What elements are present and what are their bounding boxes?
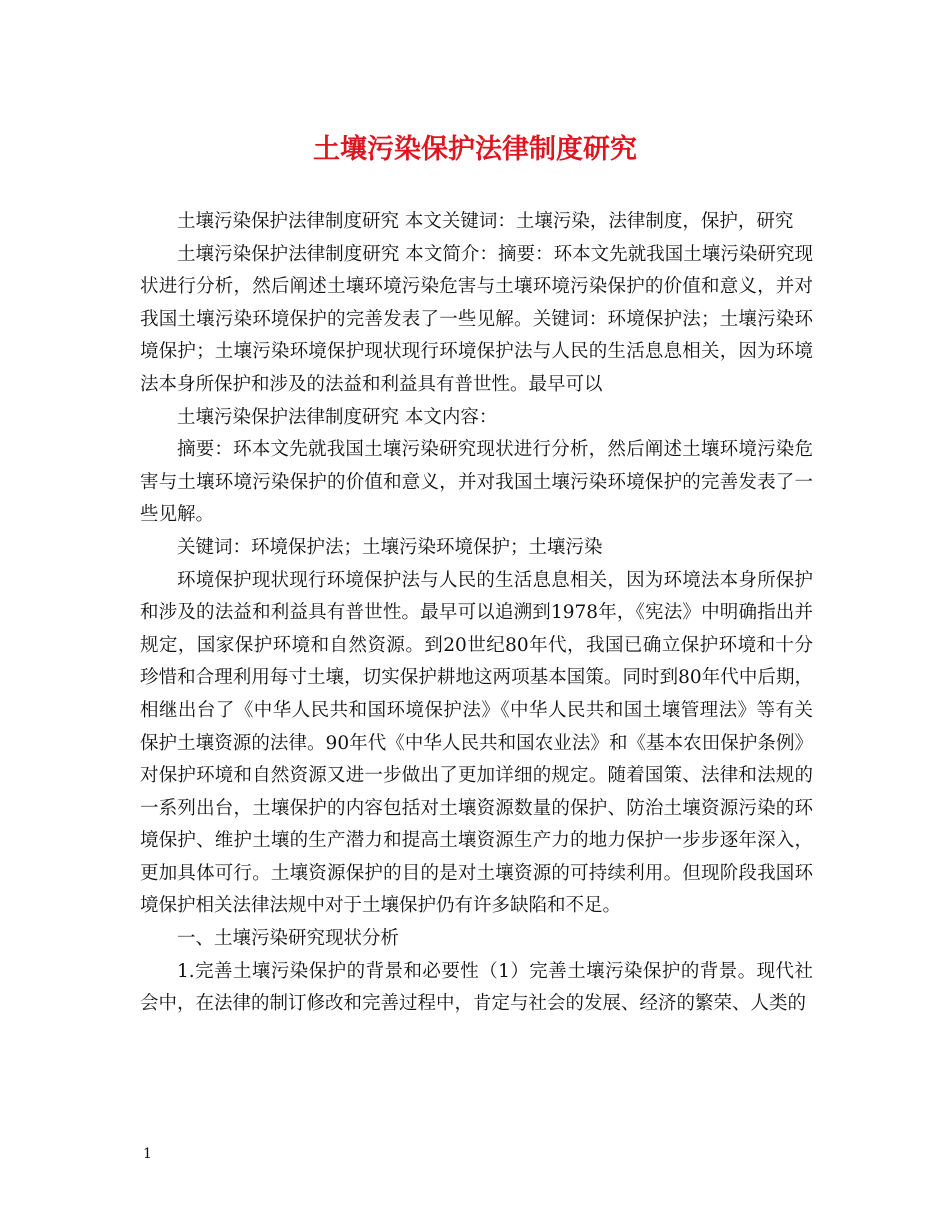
document-title: 土壤污染保护法律制度研究 — [313, 134, 637, 165]
keywords-line: 土壤污染保护法律制度研究 本文关键词：土壤污染，法律制度，保护，研究 — [177, 211, 794, 232]
body-paragraph: 1.完善土壤污染保护的背景和必要性（1）完善土壤污染保护的背景。现代社会中，在法律的制订修改和完善过程中，肯定与社会的发展、经济的繁荣、人类的 — [140, 960, 813, 1015]
keywords-paragraph: 关键词：环境保护法；土壤污染环境保护；土壤污染 — [177, 536, 603, 558]
abstract-paragraph: 摘要：环本文先就我国土壤污染研究现状进行分析，然后阐述土壤环境污染危害与土壤环境污染保护的价值和意义，并对我国土壤污染环境保护的完善发表了一些见解。 — [140, 439, 813, 526]
document-body — [140, 206, 813, 1021]
content-heading: 土壤污染保护法律制度研究 本文内容： — [177, 406, 498, 428]
page-number: 1 — [143, 1146, 152, 1162]
section-heading: 一、土壤污染研究现状分析 — [177, 928, 400, 950]
summary-paragraph: 土壤污染保护法律制度研究 本文简介：摘要：环本文先就我国土壤污染研究现状进行分析，然后阐述土壤环境污染危害与土壤环境污染保护的价值和意义，并对我国土壤污染环境保护的完善发表了一些见解。关键词：环境保护法；土壤污染环境保护；土壤污染环境保护现状现行环境保护法与人民的生活息息相关，因为环境法本身所保护和涉及的法益和利益具有普世性。最早可以 — [140, 243, 813, 395]
body-paragraph: 环境保护现状现行环境保护法与人民的生活息息相关，因为环境法本身所保护和涉及的法益和利益具有普世性。最早可以追溯到1978年，《宪法》中明确指出并规定，国家保护环境和自然资源。到20世纪80年代，我国已确立保护环境和十分珍惜和合理利用每寸土壤，切实保护耕地这两项基本国策。同时到80年代中后期，相继出台了《中华人民共和国环境保护法》《中华人民共和国土壤管理法》等有关保护土壤资源的法律。90年代《中华人民共和国农业法》和《基本农田保护条例》对保护环境和自然资源又进一步做出了更加详细的规定。随着国策、法律和法规的一系列出台，土壤保护的内容包括对土壤资源数量的保护、防治土壤资源污染的环境保护、维护土壤的生产潜力和提高土壤资源生产力的地力保护一步步逐年深入，更加具体可行。土壤资源保护的目的是对土壤资源的可持续利用。但现阶段我国环境保护相关法律法规中对于土壤保护仍有许多缺陷和不足。 — [140, 569, 813, 917]
